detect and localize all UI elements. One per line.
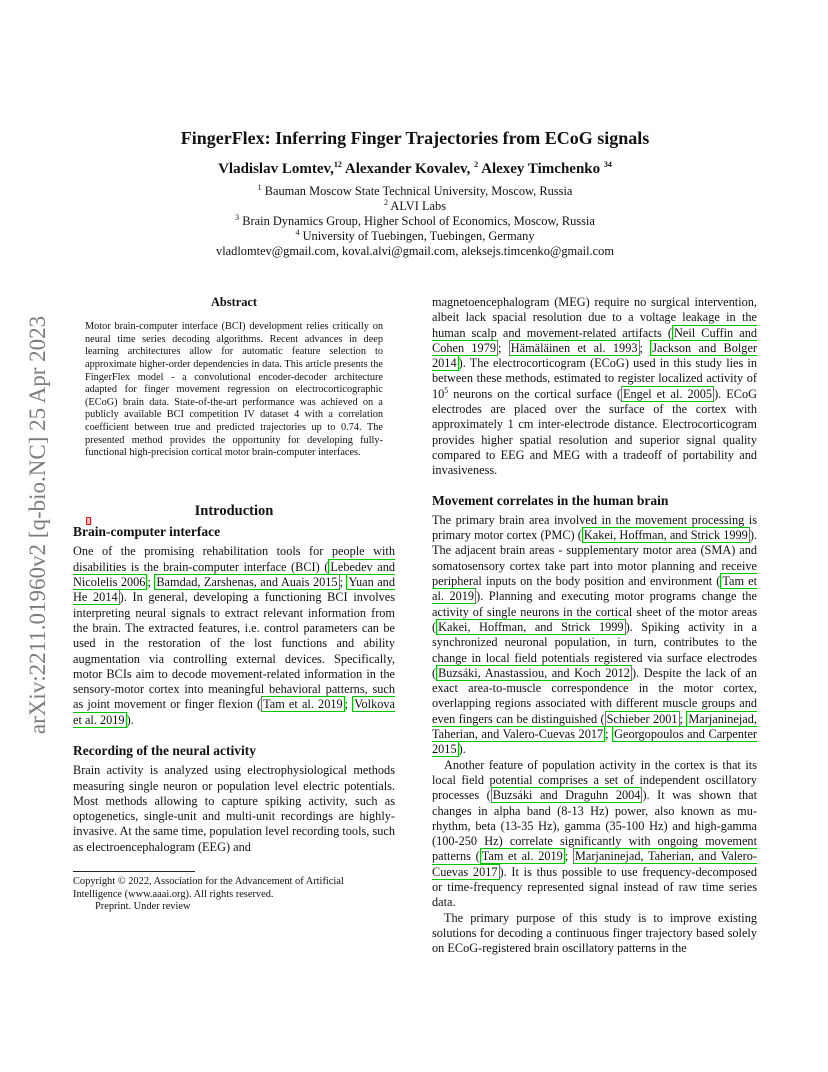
citation-link[interactable]: Georgopoulos and Carpenter 2015 bbox=[432, 727, 757, 757]
affiliation-sup: 2 bbox=[383, 197, 388, 207]
affiliation bbox=[60, 214, 770, 229]
citation-link[interactable]: Bamdad, Zarshenas, and Auais 2015 bbox=[156, 575, 338, 590]
citation-link[interactable]: Lebedev and Nicolelis 2006 bbox=[73, 559, 395, 590]
affiliation bbox=[60, 184, 770, 199]
right-column bbox=[432, 295, 757, 956]
left-column bbox=[73, 295, 395, 914]
paper-title: FingerFlex: Inferring Finger Trajectories from ECoG signals bbox=[180, 128, 650, 148]
citation-link[interactable]: Tam et al. 2019 bbox=[432, 574, 758, 604]
affiliation-list bbox=[60, 184, 770, 259]
affiliation bbox=[60, 229, 770, 244]
author-sup: 2 bbox=[474, 160, 479, 169]
citation-link[interactable]: Marjaninejad, Taherian, and Valero-Cuevas 2017 bbox=[432, 711, 757, 742]
affiliation bbox=[60, 199, 770, 214]
preprint-notice: Preprint. Under review bbox=[95, 901, 191, 913]
arxiv-identifier: arXiv:2211.01960v2 [q-bio.NC] 25 Apr 2023 bbox=[25, 315, 50, 735]
author-name: Vladislav Lomtev, bbox=[218, 161, 334, 177]
subsection-recording-title: Recording of the neural activity bbox=[73, 742, 256, 758]
author-name: Alexander Kovalev, bbox=[344, 161, 471, 177]
affiliation-text: Bauman Moscow State Technical University, Moscow, Russia bbox=[264, 184, 573, 198]
affiliation-text: Brain Dynamics Group, Higher School of Economics, Moscow, Russia bbox=[242, 214, 595, 228]
citation-link[interactable]: Kakei, Hoffman, and Strick 1999 bbox=[438, 619, 624, 634]
footnote-block bbox=[73, 871, 395, 914]
paragraph-movement: The primary brain area involved in the movement processing is primary motor cortex (PMC) ( Kakei, Hoffman, and Strick 1999 ). The adjacent brain areas - supplementary motor area (SMA) and somatosensory cortex take part into motor planning and receive peripheral inputs on the body position and environment ( Tam et al. 2019 ). Planning and executing motor programs change the activity of single neurons in the cortical sheet of the motor areas ( Kakei, Hoffman, and Strick 1999 ). Spiking activity in a synchronized neuronal population, in turn, contributes to the change in local field potentials registered via surface electrodes ( Buzsáki, Anastassiou, and Koch 2012 ). Despite the lack of an exact area-to-muscle correspondence in the motor cortex, overlapping regions associated with different muscle groups and even fingers can be distinguished ( Schieber 2001 ; Marjaninejad, Taherian, and Valero-Cuevas 2017 ; Georgopoulos and Carpenter 2015 ). bbox=[432, 512, 758, 757]
subsection-movement-title: Movement correlates in the human brain bbox=[432, 492, 669, 508]
citation-link[interactable]: Schieber 2001 bbox=[606, 711, 678, 726]
paragraph-oscillations: Another feature of population activity in the cortex is that its local field potential comprises a set of independent oscillatory processes ( Buzsáki and Draguhn 2004 ). It was shown that changes in alpha band (8-13 Hz) power, also known as mu-rhythm, beta (13-35 Hz), gamma (35-100 Hz) and high-gamma (100-250 Hz) correlate significantly with ongoing movement patterns ( Tam et al. 2019 ; Marjaninejad, Taherian, and Valero-Cuevas 2017 ). It is thus possible to use frequency-decomposed or time-frequency represented signal instead of raw time series data. bbox=[432, 757, 758, 910]
citation-link[interactable]: Hämäläinen et al. 1993 bbox=[510, 340, 638, 355]
citation-link[interactable]: Tam et al. 2019 bbox=[481, 849, 563, 864]
citation-link[interactable]: Yuan and He 2014 bbox=[73, 575, 395, 605]
section-introduction-title: Introduction bbox=[194, 502, 274, 519]
math-power: 10 bbox=[432, 386, 445, 401]
author-name: Alexey Timchenko bbox=[481, 161, 601, 177]
paragraph-bci: One of the promising rehabilitation tools for people with disabilities is the brain-computer interface (BCI) ( Lebedev and Nicolelis 2006 ; Bamdad, Zarshenas, and Auais 2015 ; Yuan and He 2014 ). In general, developing a functioning BCI involves interpreting neural signals to extract relevant information from the brain. The extracted features, i.e. control parameters can be used in the restoration of the lost functions and ability augmentation via controlling external devices. Specifically, motor BCIs aim to decode movement-related information in the sensory-motor cortex into meaningful behavioral patterns, such as joint movement or finger flexion ( Tam et al. 2019 ; Volkova et al. 2019 ). bbox=[73, 544, 395, 727]
author-emails: vladlomtev@gmail.com, koval.alvi@gmail.com, aleksejs.timcenko@gmail.com bbox=[216, 244, 614, 258]
affiliation-sup: 4 bbox=[295, 227, 300, 237]
affiliation-sup: 3 bbox=[235, 212, 240, 222]
citation-link[interactable]: Engel et al. 2005 bbox=[622, 386, 713, 401]
author-list bbox=[60, 161, 770, 178]
affiliation-sup: 1 bbox=[257, 182, 262, 192]
math-exponent: 5 bbox=[444, 385, 449, 395]
citation-link[interactable]: Kakei, Hoffman, and Strick 1999 bbox=[583, 528, 748, 543]
citation-link[interactable]: Neil Cuffin and Cohen 1979 bbox=[432, 325, 757, 355]
abstract-text: Motor brain-computer interface (BCI) development relies critically on neural time series decoding algorithms. Recent advances in deep learning architectures allow for automatic feature selection to approximate higher-order dependencies in data. This article presents the FingerFlex model - a convolutional encoder-decoder architecture adapted for finger movement regression on electrocorticographic (ECoG) brain data. State-of-the-art performance was achieved on a publicly available BCI competition IV dataset 4 with a correlation coefficient between true and predicted trajectories up to 0.74. The presented method provides the opportunity for developing fully-functional high-precision cortical motor brain-computer interfaces. bbox=[85, 321, 383, 459]
citation-link[interactable]: Buzsáki, Anastassiou, and Koch 2012 bbox=[438, 665, 630, 680]
citation-link[interactable]: Volkova et al. 2019 bbox=[73, 697, 395, 727]
affiliation-text: University of Tuebingen, Tuebingen, Germany bbox=[302, 229, 535, 243]
author-sup: 12 bbox=[333, 160, 342, 169]
subsection-bci-title: Brain-computer interface bbox=[73, 524, 221, 540]
citation-link[interactable]: Tam et al. 2019 bbox=[263, 697, 343, 712]
affiliation-text: ALVI Labs bbox=[390, 199, 447, 213]
copyright-notice: Copyright © 2022, Association for the Advancement of Artificial Intelligence (www.aaai.org). All rights reserved. bbox=[73, 876, 344, 900]
citation-link[interactable]: Buzsáki and Draguhn 2004 bbox=[492, 788, 641, 803]
citation-link[interactable]: Marjaninejad, Taherian, and Valero-Cuevas 2017 bbox=[432, 849, 757, 879]
paragraph-meg: magnetoencephalogram (MEG) require no surgical intervention, albeit lack spacial resolution due to a voltage leakage in the human scalp and movement-related artifacts ( Neil Cuffin and Cohen 1979 ; Hämäläinen et al. 1993 ; Jackson and Bolger 2014 ). The electrocorticogram (ECoG) used in this study lies in between these methods, estimated to register localized activity of $10^5$ neurons on the cortical surface ( Engel et al. 2005 ). ECoG electrodes are placed over the surface of the cortex with approximately 1 cm inter-electrode distance. Electrocorticogram provides higher spatial resolution and superior signal quality compared to EEG and MEG with a tradeoff of portability and invasiveness. bbox=[432, 295, 758, 478]
paragraph-purpose: The primary purpose of this study is to improve existing solutions for decoding a continuous finger trajectory based solely on ECoG-registered brain oscillatory patterns in the bbox=[432, 910, 757, 956]
paragraph-recording: Brain activity is analyzed using electrophysiological methods measuring single neuron or population level electric potentials. Most methods allowing to capture spiking activity, such as optogenetics, single-unit and multi-unit recordings are highly-invasive. At the same time, population level recording tools, such as electroencephalogram (EEG) and bbox=[73, 763, 395, 854]
citation-link[interactable]: Jackson and Bolger 2014 bbox=[432, 340, 758, 371]
paper-header bbox=[60, 128, 770, 259]
footnote-rule bbox=[73, 871, 195, 872]
author-sup: 34 bbox=[603, 160, 612, 169]
abstract-title: Abstract bbox=[210, 295, 258, 309]
